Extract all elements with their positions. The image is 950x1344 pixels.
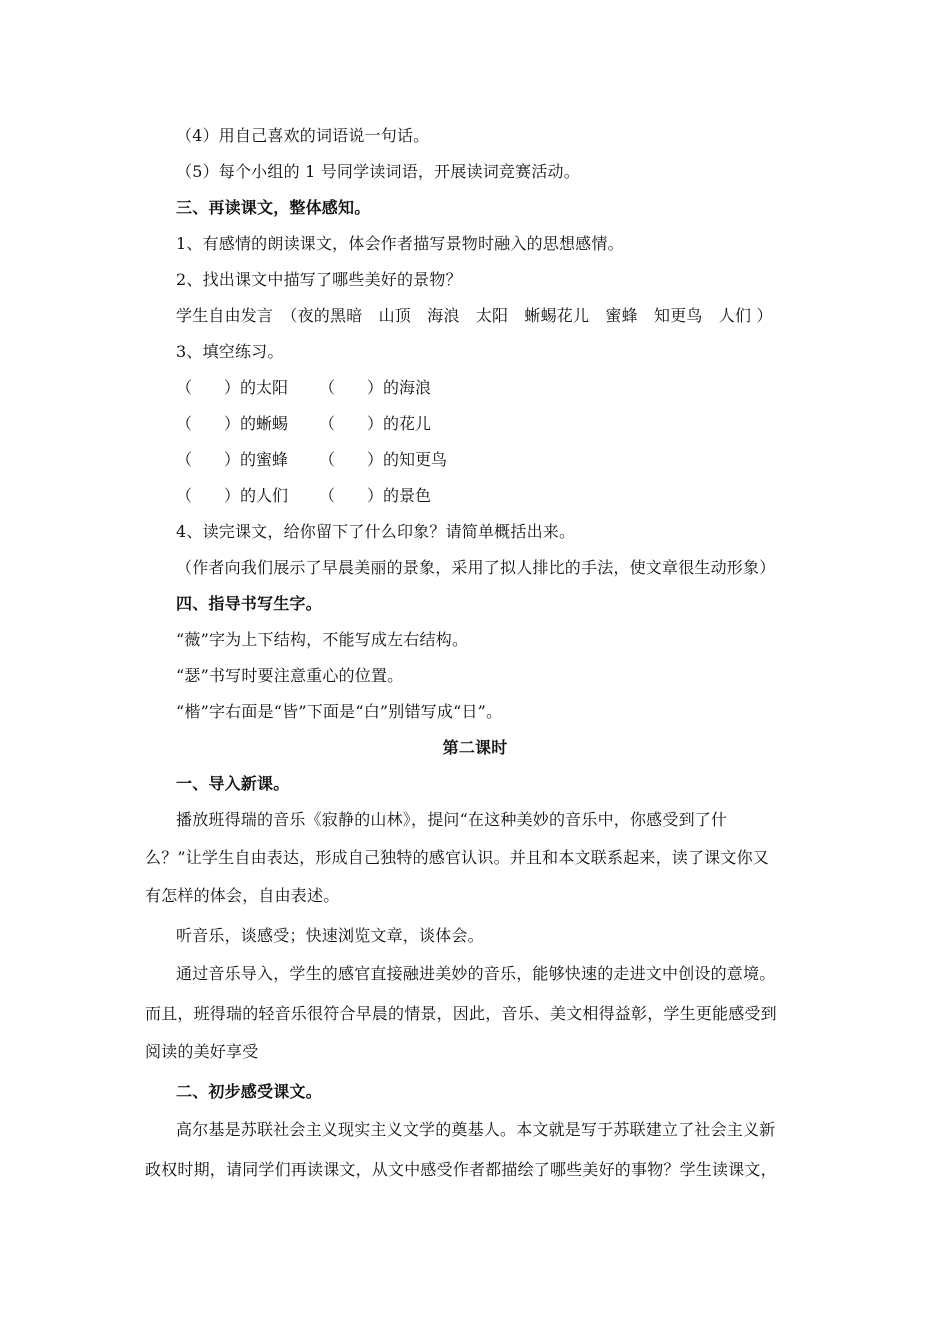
fill-blank-item: （ ）的海浪 <box>319 378 432 397</box>
paragraph-4-line-1: 高尔基是苏联社会主义现实主义文学的奠基人。本文就是写于苏联建立了社会主义新 <box>176 1120 776 1139</box>
fill-blank-item: （ ）的太阳 <box>176 378 289 397</box>
lesson-title: 第二课时 <box>442 738 508 757</box>
character-note-2: “瑟”书写时要注意重心的位置。 <box>176 666 404 685</box>
item-3-line: 3、填空练习。 <box>176 342 284 361</box>
fill-blank-item: （ ）的蜥蜴 <box>176 414 289 433</box>
character-note-3: “楷”字右面是“皆”下面是“白”别错写成“日”。 <box>176 702 503 721</box>
item-4-line: 4、读完课文，给你留下了什么印象？请简单概括出来。 <box>176 522 576 541</box>
paragraph-1-line-1: 播放班得瑞的音乐《寂静的山林》，提问“在这种美妙的音乐中，你感受到了什 <box>176 810 728 829</box>
step-5-line: （5）每个小组的 1 号同学读词语，开展读词竞赛活动。 <box>176 162 580 181</box>
section-heading-1: 一、导入新课。 <box>176 774 290 793</box>
paragraph-3-line-2: 而且，班得瑞的轻音乐很符合早晨的情景，因此，音乐、美文相得益彰，学生更能感受到 <box>145 1004 777 1023</box>
student-answer-line: 学生自由发言 （夜的黑暗 山顶 海浪 太阳 蜥蜴花儿 蜜蜂 知更鸟 人们 ） <box>176 306 773 325</box>
fill-blank-item: （ ）的人们 <box>176 486 289 505</box>
item-2-line: 2、找出课文中描写了哪些美好的景物？ <box>176 270 462 289</box>
fill-blank-item: （ ）的花儿 <box>319 414 432 433</box>
character-note-1: “薇”字为上下结构，不能写成左右结构。 <box>176 630 469 649</box>
paragraph-3-line-1: 通过音乐导入，学生的感官直接融进美妙的音乐，能够快速的走进文中创设的意境。 <box>176 964 776 983</box>
item-4-answer: （作者向我们展示了早晨美丽的景象，采用了拟人排比的手法，使文章很生动形象） <box>176 558 776 577</box>
item-1-line: 1、有感情的朗读课文，体会作者描写景物时融入的思想感情。 <box>176 234 624 253</box>
paragraph-2: 听音乐，谈感受；快速浏览文章，谈体会。 <box>176 926 484 945</box>
section-heading-4: 四、指导书写生字。 <box>176 594 322 613</box>
paragraph-1-line-2: 么？”让学生自由表达，形成自己独特的感官认识。并且和本文联系起来，读了课文你又 <box>145 848 769 867</box>
section-heading-3: 三、再读课文，整体感知。 <box>176 198 371 217</box>
paragraph-4-line-2: 政权时期，请同学们再读课文，从文中感受作者都描绘了哪些美好的事物？学生读课文， <box>145 1160 777 1179</box>
section-heading-2: 二、初步感受课文。 <box>176 1082 322 1101</box>
fill-blank-item: （ ）的知更鸟 <box>319 450 448 469</box>
fill-blank-item: （ ）的蜜蜂 <box>176 450 289 469</box>
paragraph-3-line-3: 阅读的美好享受 <box>145 1042 259 1061</box>
fill-blank-item: （ ）的景色 <box>319 486 432 505</box>
paragraph-1-line-3: 有怎样的体会，自由表述。 <box>145 886 340 905</box>
step-4-line: （4）用自己喜欢的词语说一句话。 <box>176 126 430 145</box>
